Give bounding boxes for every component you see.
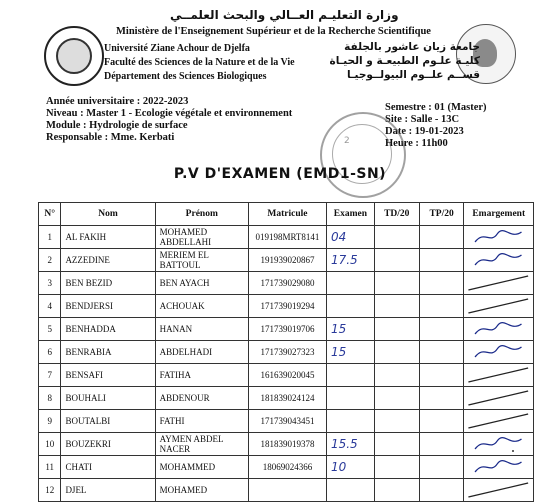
cell-td — [374, 295, 419, 318]
absent-slash — [464, 272, 533, 294]
cell-nom: BOUTALBI — [61, 410, 155, 433]
cell-td — [374, 226, 419, 249]
cell-td — [374, 318, 419, 341]
cell-nom: BENHADDA — [61, 318, 155, 341]
signature-mark — [464, 318, 533, 340]
signature-mark — [464, 226, 533, 248]
cell-matricule: 171739019294 — [248, 295, 326, 318]
scan-speck — [512, 450, 514, 452]
exam-info-left — [46, 96, 292, 144]
cell-emargement — [464, 456, 534, 479]
cell-matricule: 019198MRT8141 — [248, 226, 326, 249]
institution-arabic — [322, 40, 480, 82]
absent-slash — [464, 479, 533, 501]
cell-tp — [419, 295, 464, 318]
cell-tp — [419, 318, 464, 341]
cell-examen — [326, 364, 374, 387]
cell-examen: 15.5 — [326, 433, 374, 456]
faculty-name-ar: كليـة علـوم الطبيعـة و الحيـاة — [329, 55, 480, 67]
cell-examen: 10 — [326, 456, 374, 479]
cell-emargement — [464, 226, 534, 249]
cell-no: 11 — [39, 456, 61, 479]
col-header-no: N° — [39, 203, 61, 226]
cell-prenom: ABDELHADI — [155, 341, 248, 364]
university-name-ar: جامعة زيان عاشور بالجلفة — [344, 41, 480, 53]
cell-prenom: AYMEN ABDEL NACER — [155, 433, 248, 456]
cell-nom: BEN BEZID — [61, 272, 155, 295]
col-header-matricule: Matricule — [248, 203, 326, 226]
absent-slash — [464, 410, 533, 432]
cell-no: 7 — [39, 364, 61, 387]
cell-examen: 15 — [326, 341, 374, 364]
cell-nom: BOUZEKRI — [61, 433, 155, 456]
cell-examen: 15 — [326, 318, 374, 341]
official-stamp — [320, 112, 406, 198]
cell-prenom: FATIHA — [155, 364, 248, 387]
cell-no: 4 — [39, 295, 61, 318]
cell-emargement — [464, 318, 534, 341]
cell-examen — [326, 272, 374, 295]
cell-no: 8 — [39, 387, 61, 410]
faculty-name: Faculté des Sciences de la Nature et de la Vie — [104, 57, 295, 68]
cell-prenom: MOHAMED — [155, 479, 248, 502]
cell-tp — [419, 410, 464, 433]
cell-prenom: BEN AYACH — [155, 272, 248, 295]
cell-prenom: FATHI — [155, 410, 248, 433]
cell-no: 5 — [39, 318, 61, 341]
cell-td — [374, 433, 419, 456]
cell-matricule: 181839024124 — [248, 387, 326, 410]
table-row — [39, 295, 534, 318]
cell-matricule: 191939020867 — [248, 249, 326, 272]
cell-emargement — [464, 364, 534, 387]
cell-td — [374, 341, 419, 364]
cell-emargement — [464, 341, 534, 364]
table-row — [39, 433, 534, 456]
university-logo — [44, 26, 104, 86]
cell-nom: AZZEDINE — [61, 249, 155, 272]
signature-mark — [464, 249, 533, 271]
table-row — [39, 341, 534, 364]
responsable: Responsable : Mme. Kerbati — [46, 132, 175, 143]
table-row — [39, 387, 534, 410]
cell-emargement — [464, 387, 534, 410]
site: Site : Salle - 13C — [385, 114, 460, 125]
cell-examen — [326, 479, 374, 502]
cell-td — [374, 364, 419, 387]
cell-matricule: 171739027323 — [248, 341, 326, 364]
cell-matricule: 161639020045 — [248, 364, 326, 387]
module: Module : Hydrologie de surface — [46, 120, 188, 131]
cell-nom: BENSAFI — [61, 364, 155, 387]
cell-matricule: 171739019706 — [248, 318, 326, 341]
cell-no: 9 — [39, 410, 61, 433]
col-header-td: TD/20 — [374, 203, 419, 226]
cell-tp — [419, 226, 464, 249]
cell-tp — [419, 341, 464, 364]
cell-no: 2 — [39, 249, 61, 272]
cell-matricule — [248, 479, 326, 502]
signature-mark — [464, 341, 533, 363]
col-header-prenom: Prénom — [155, 203, 248, 226]
cell-emargement — [464, 272, 534, 295]
university-name: Université Ziane Achour de Djelfa — [104, 43, 250, 54]
signature-mark — [464, 433, 533, 455]
cell-nom: CHATI — [61, 456, 155, 479]
table-row — [39, 226, 534, 249]
cell-examen: 04 — [326, 226, 374, 249]
cell-tp — [419, 249, 464, 272]
cell-emargement — [464, 249, 534, 272]
cell-no: 3 — [39, 272, 61, 295]
cell-matricule: 181839019378 — [248, 433, 326, 456]
cell-emargement — [464, 295, 534, 318]
cell-examen — [326, 295, 374, 318]
cell-prenom: MERIEM EL BATTOUL — [155, 249, 248, 272]
cell-td — [374, 272, 419, 295]
cell-nom: AL FAKIH — [61, 226, 155, 249]
cell-nom: BENRABIA — [61, 341, 155, 364]
cell-matricule: 171739043451 — [248, 410, 326, 433]
cell-examen — [326, 410, 374, 433]
level: Niveau : Master 1 - Ecologie végétale et environnement — [46, 108, 293, 119]
col-header-examen: Examen — [326, 203, 374, 226]
table-row — [39, 272, 534, 295]
stamp-text: 2 — [344, 136, 350, 146]
cell-td — [374, 387, 419, 410]
table-row — [39, 249, 534, 272]
cell-tp — [419, 479, 464, 502]
cell-nom: BENDJERSI — [61, 295, 155, 318]
ministry-arabic: وزارة التعليـم العــالي والبحث العلمــي — [170, 8, 399, 22]
semester: Semestre : 01 (Master) — [385, 102, 487, 113]
table-row — [39, 318, 534, 341]
col-header-nom: Nom — [61, 203, 155, 226]
cell-emargement — [464, 479, 534, 502]
cell-matricule: 171739029080 — [248, 272, 326, 295]
cell-prenom: MOHAMED ABDELLAHI — [155, 226, 248, 249]
department-name: Département des Sciences Biologiques — [104, 71, 267, 82]
col-header-tp: TP/20 — [419, 203, 464, 226]
absent-slash — [464, 387, 533, 409]
table-row — [39, 456, 534, 479]
cell-td — [374, 410, 419, 433]
absent-slash — [464, 295, 533, 317]
page-title: P.V D'EXAMEN (EMD1-SN) — [173, 166, 387, 182]
cell-td — [374, 456, 419, 479]
table-row — [39, 479, 534, 502]
absent-slash — [464, 364, 533, 386]
col-header-emargement: Emargement — [464, 203, 534, 226]
cell-tp — [419, 364, 464, 387]
cell-no: 10 — [39, 433, 61, 456]
institution-french — [104, 42, 295, 84]
cell-td — [374, 249, 419, 272]
table-row — [39, 410, 534, 433]
cell-tp — [419, 456, 464, 479]
cell-matricule: 18069024366 — [248, 456, 326, 479]
academic-year: Année universitaire : 2022-2023 — [46, 96, 189, 107]
cell-nom: DJEL — [61, 479, 155, 502]
cell-no: 12 — [39, 479, 61, 502]
cell-nom: BOUHALI — [61, 387, 155, 410]
cell-tp — [419, 272, 464, 295]
cell-tp — [419, 387, 464, 410]
cell-prenom: ACHOUAK — [155, 295, 248, 318]
cell-examen — [326, 387, 374, 410]
cell-prenom: ABDENOUR — [155, 387, 248, 410]
cell-emargement — [464, 433, 534, 456]
cell-prenom: MOHAMMED — [155, 456, 248, 479]
department-name-ar: قســم علــوم البيولــوجيـا — [347, 69, 480, 81]
cell-emargement — [464, 410, 534, 433]
exam-table — [38, 202, 534, 502]
cell-prenom: HANAN — [155, 318, 248, 341]
cell-examen: 17.5 — [326, 249, 374, 272]
table-header-row — [39, 203, 534, 226]
signature-mark — [464, 456, 533, 478]
cell-tp — [419, 433, 464, 456]
exam-date: Date : 19-01-2023 — [385, 126, 464, 137]
cell-no: 6 — [39, 341, 61, 364]
table-row — [39, 364, 534, 387]
cell-td — [374, 479, 419, 502]
cell-no: 1 — [39, 226, 61, 249]
exam-time: Heure : 11h00 — [385, 138, 448, 149]
ministry-french: Ministère de l'Enseignement Supérieur et de la Recherche Scientifique — [116, 26, 431, 37]
